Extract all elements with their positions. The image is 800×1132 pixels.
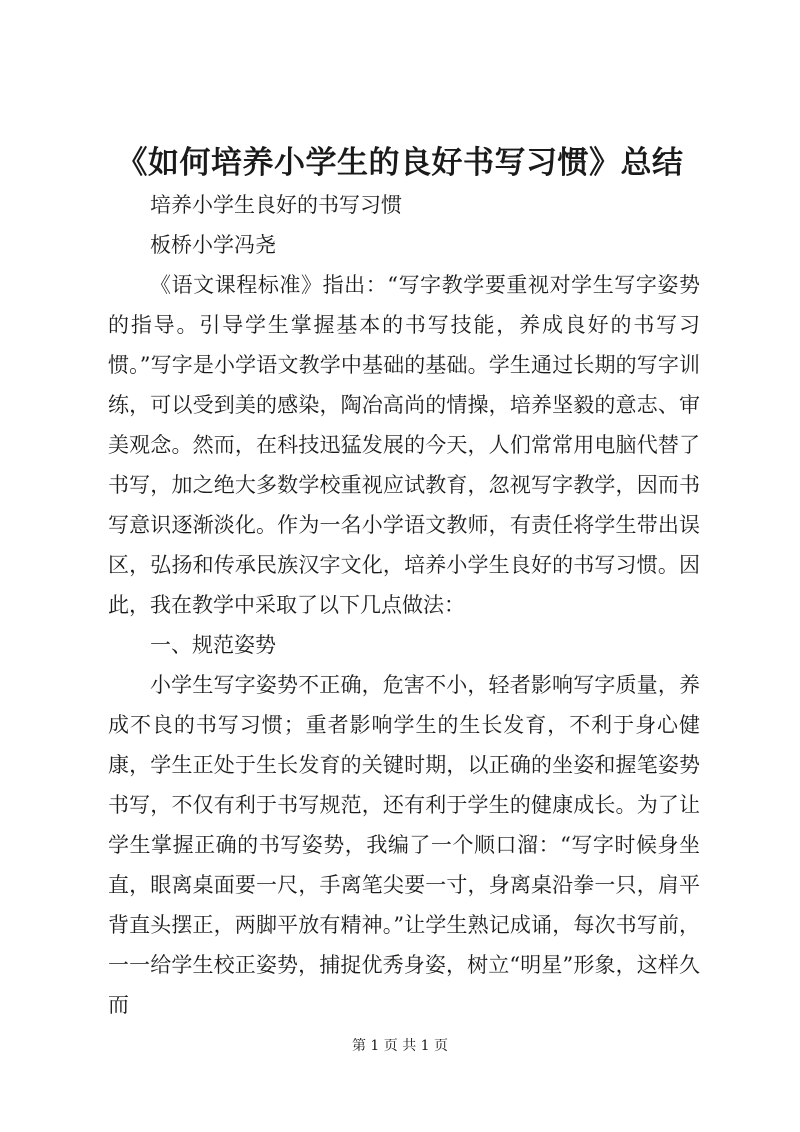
document-title: 《如何培养小学生的良好书写习惯》总结 [116, 145, 684, 181]
subtitle: 培养小学生良好的书写习惯 [150, 193, 402, 217]
section-heading: 一、规范姿势 [150, 633, 276, 657]
body-paragraph: 《语文课程标准》指出：“写字教学要重视对学生写字姿势的指导。引导学生掌握基本的书写技能，养成良好的书写习惯。”写字是小学语文教学中基础的基础。学生通过长期的写字训练，可以受到美的感染，陶冶高尚的情操，培养坚毅的意志、审美观念。然而，在科技迅猛发展的今天，人们常常用电脑代替了书写，加之绝大多数学校重视应试教育，忽视写字教学，因而书写意识逐渐淡化。作为一名小学语文教师，有责任将学生带出误区，弘扬和传承民族汉字文化，培养小学生良好的书写习惯。因此，我在教学中采取了以下几点做法： [108, 273, 700, 617]
page-footer: 第 1 页 共 1 页 [351, 1038, 449, 1054]
body-paragraph: 小学生写字姿势不正确，危害不小，轻者影响写字质量，养成不良的书写习惯；重者影响学生的生长发育，不利于身心健康，学生正处于生长发育的关键时期，以正确的坐姿和握笔姿势书写，不仅有利于书写规范，还有利于学生的健康成长。为了让学生掌握正确的书写姿势，我编了一个顺口溜：“写字时候身坐直，眼离桌面要一尺，手离笔尖要一寸，身离桌沿拳一只，肩平背直头摆正，两脚平放有精神。”让学生熟记成诵，每次书写前，一一给学生校正姿势，捕捉优秀身姿，树立“明星”形象，这样久而 [108, 673, 700, 1017]
document-body [108, 185, 700, 1025]
author-line: 板桥小学冯尧 [150, 233, 276, 257]
